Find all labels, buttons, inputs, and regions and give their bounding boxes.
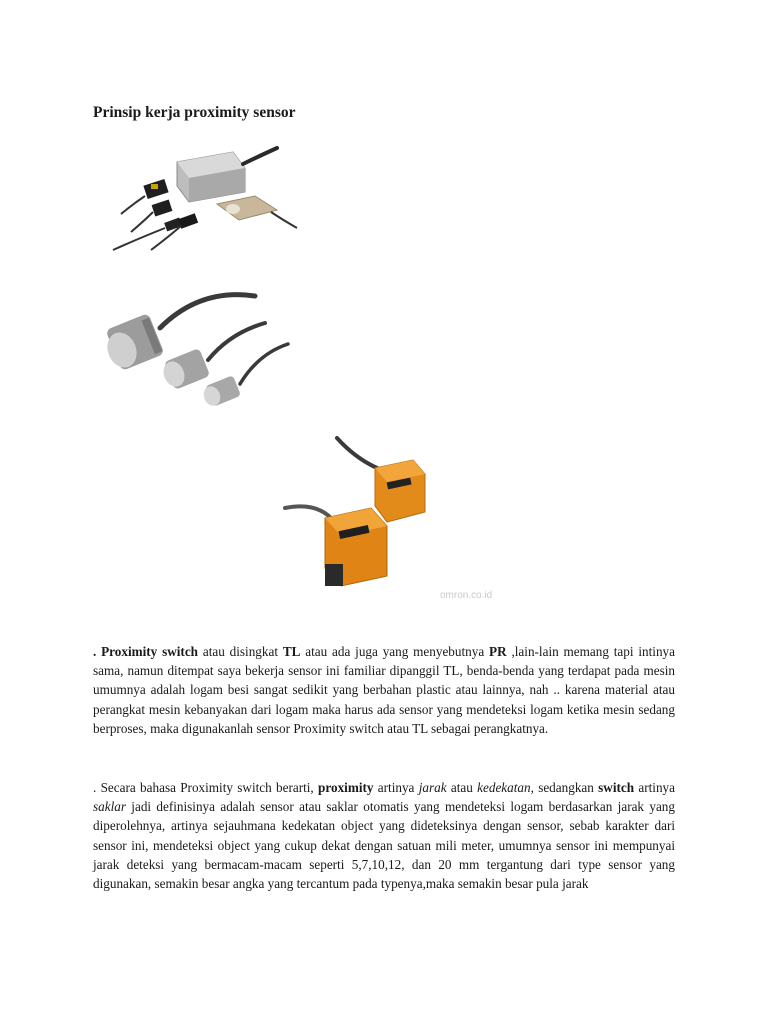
orange-square-proximity-sensors-image	[275, 432, 500, 612]
paragraph-proximity-switch-intro	[93, 642, 675, 738]
paragraph-text: artinya	[373, 780, 419, 795]
paragraph-lead: .	[93, 644, 102, 659]
rectangular-proximity-sensors-image	[105, 140, 310, 260]
paragraph-text: artinya	[634, 780, 675, 795]
term-switch: switch	[598, 780, 635, 795]
term-pr: PR	[489, 644, 507, 659]
emphasis-kedekatan: kedekatan	[477, 780, 531, 795]
paragraph-text: jadi definisinya adalah sensor atau saklar otomatis yang mendeteksi logam berdasarkan jarak yang diperolehnya, artinya sejauhmana kedekatan object yang dideteksinya dengan sensor, sebab karakter dari sensor ini, mendeteksi object yang cukup dekat dengan satuan mili meter, umumnya sensor ini mempunyai jarak deteksi yang bermacam-macam seperti 5,7,10,12, dan 20 mm tergantung dari type sensor yang digunakan, semakin besar angka yang tercantum pada typenya,maka semakin besar pula jarak	[93, 799, 675, 892]
paragraph-text: . Secara bahasa Proximity switch berarti,	[93, 780, 319, 795]
image-watermark: omron.co.id	[440, 590, 493, 601]
paragraph-definition	[93, 778, 675, 893]
emphasis-saklar: saklar	[93, 799, 126, 815]
term-proximity: proximity	[318, 780, 374, 795]
paragraph-text: atau	[446, 780, 478, 795]
page-title: Prinsip kerja proximity sensor	[93, 104, 296, 121]
term-tl: TL	[282, 644, 301, 659]
paragraph-text: ,lain-lain memang tapi intinya sama, namun ditempat saya bekerja sensor ini familiar dipanggil TL, benda-benda yang terdapat pada mesin umumnya adalah logam besi sangat sedikit yang berbahan plastic atau lainnya, nah .. karena material atau perangkat mesin kebanyakan dari logam maka harus ada sensor yang mendeteksi logam ketika mesin sedang berproses, maka digunakanlah sensor Proximity switch atau TL sebagai perangkatnya.	[93, 644, 675, 736]
term-proximity-switch: Proximity switch	[101, 644, 199, 659]
paragraph-text: , sedangkan	[530, 780, 599, 795]
cylindrical-proximity-sensors-image	[100, 288, 300, 423]
paragraph-text: atau ada juga yang menyebutnya	[300, 644, 490, 659]
paragraph-text: atau disingkat	[198, 644, 283, 659]
emphasis-jarak: jarak	[418, 780, 447, 795]
